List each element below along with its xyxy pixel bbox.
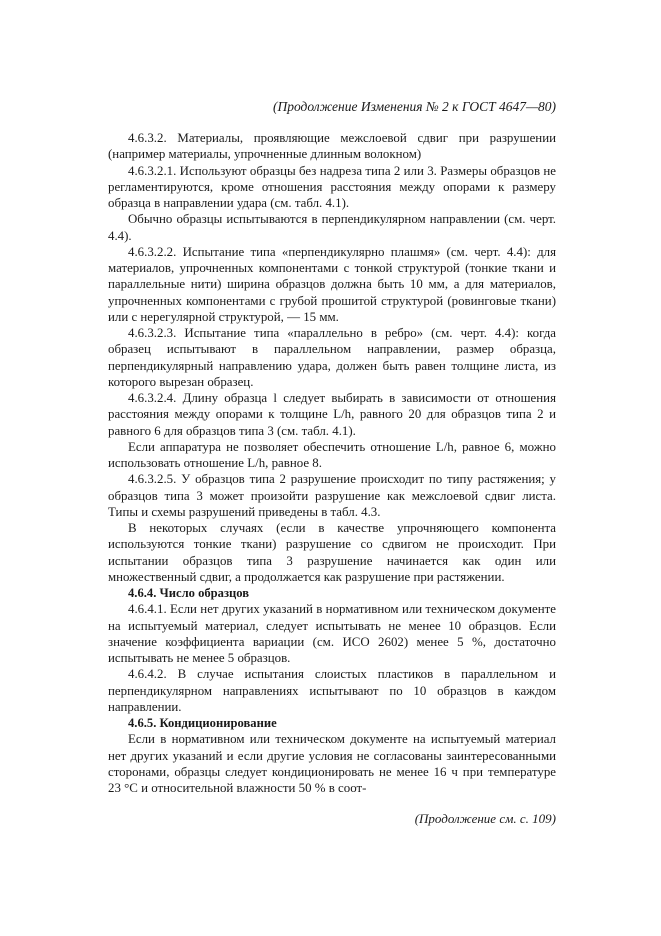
- continuation-footer: (Продолжение см. с. 109): [414, 811, 556, 827]
- paragraph-4-6-4-1: 4.6.4.1. Если нет других указаний в нормативном или техническом документе на испытуемый материал, следует испытывать не менее 10 образцов. Если значение коэффициента вариации (см. ИСО 2602) менее 5 %, достаточно испытывать не менее 5 образцов.: [108, 602, 556, 665]
- section-heading-4-6-5: 4.6.5. Кондиционирование: [128, 716, 277, 730]
- paragraph-fine-fabrics-note: В некоторых случаях (если в качестве упрочняющего компонента используются тонкие ткани) разрушение со сдвигом не происходит. При испытании образцов типа 3 разрушение начинается как один или множественный сдвиг, а продолжается как разрушение при растяжении.: [108, 521, 556, 584]
- paragraph-4-6-3-2-3: 4.6.3.2.3. Испытание типа «параллельно в ребро» (см. черт. 4.4): когда образец испытывают в параллельном направлении, размер образца, перпендикулярный направлению удара, должен быть равен толщине листа, из которого вырезан образец.: [108, 326, 556, 389]
- document-page: [108, 98, 556, 828]
- paragraph-4-6-4-2: 4.6.4.2. В случае испытания слоистых пластиков в параллельном и перпендикулярном направлениях испытывают по 10 образцов в каждом направлении.: [108, 667, 556, 714]
- paragraph-ratio-note: Если аппаратура не позволяет обеспечить отношение L/h, равное 6, можно использовать отношение L/h, равное 8.: [108, 439, 556, 470]
- continuation-header: (Продолжение Изменения № 2 к ГОСТ 4647—80): [272, 99, 556, 114]
- paragraph-4-6-3-2-4: 4.6.3.2.4. Длину образца l следует выбирать в зависимости от отношения расстояния между опорами к толщине L/h, равного 20 для образцов типа 2 и равного 6 для образцов типа 3 (см. табл. 4.1).: [108, 391, 556, 438]
- section-heading-4-6-4: 4.6.4. Число образцов: [128, 586, 250, 600]
- paragraph-4-6-5-conditioning: Если в нормативном или техническом документе на испытуемый материал нет других указаний и если другие условия не согласованы заинтересованными сторонами, образцы следует кондиционировать не менее 16 ч при температуре 23 °С и относительной влажности 50 % в соот-: [108, 732, 556, 795]
- paragraph-4-6-3-2: 4.6.3.2. Материалы, проявляющие межслоевой сдвиг при разрушении (например материалы, упрочненные длинным волокном): [108, 131, 556, 162]
- paragraph-4-6-3-2-2: 4.6.3.2.2. Испытание типа «перпендикулярно плашмя» (см. черт. 4.4): для материалов, упрочненных компонентами с тонкой структурой (тонкие ткани и параллельные нити) ширина образцов должна быть 10 мм, а для материалов, упрочненных компонентами с грубой прошитой структурой (ровинговые ткани) или с нерегулярной структурой, — 15 мм.: [108, 244, 556, 324]
- paragraph-4-6-3-2-1: 4.6.3.2.1. Используют образцы без надреза типа 2 или 3. Размеры образцов не регламентируются, кроме отношения расстояния между опорами к размеру образца в направлении удара (см. табл. 4.1).: [108, 163, 556, 210]
- paragraph-4-6-3-2-5: 4.6.3.2.5. У образцов типа 2 разрушение происходит по типу растяжения; у образцов типа 3 может произойти разрушение как межслоевой сдвиг листа. Типы и схемы разрушений приведены в табл. 4.3.: [108, 472, 556, 519]
- paragraph-perpendicular-note: Обычно образцы испытываются в перпендикулярном направлении (см. черт. 4.4).: [108, 212, 556, 243]
